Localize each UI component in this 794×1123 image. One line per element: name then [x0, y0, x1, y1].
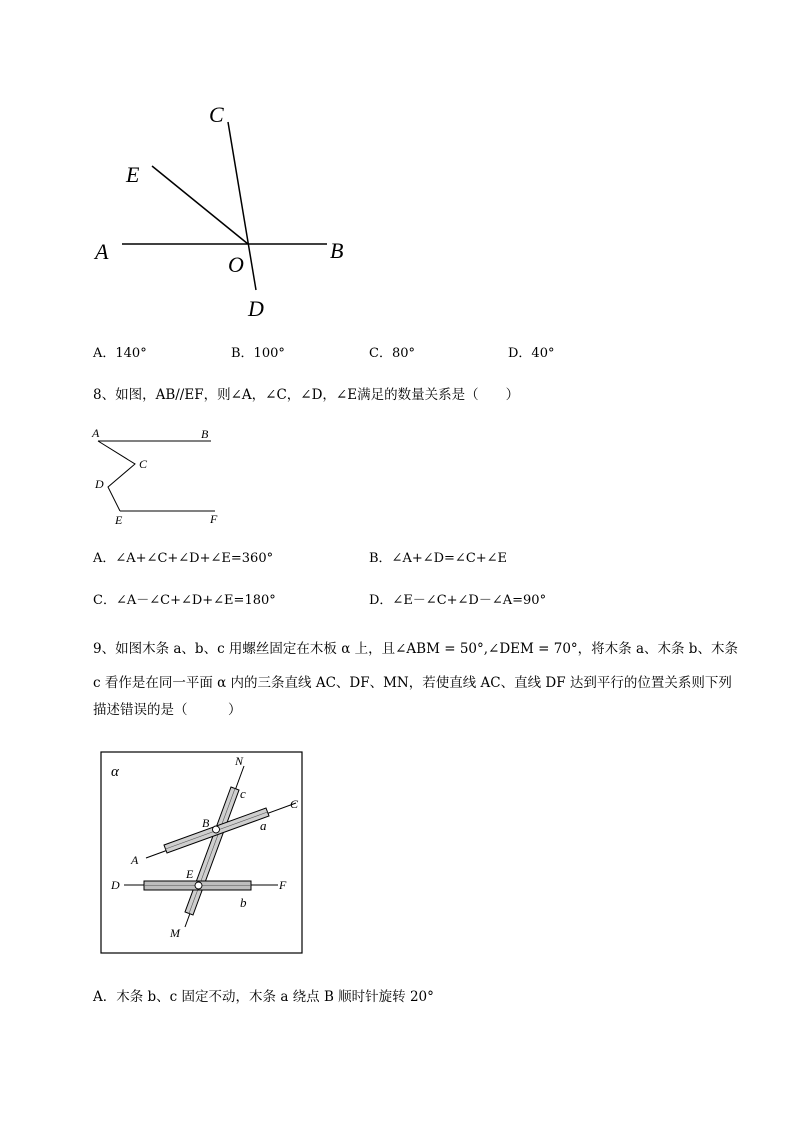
label-a-strip: a	[260, 818, 267, 833]
label-b: B	[330, 238, 344, 263]
figure-angle-lines	[80, 90, 380, 330]
label-c-strip: c	[240, 786, 246, 801]
q9-stem-line3: 描述错误的是（ ）	[93, 702, 242, 718]
label-a-q9: A	[131, 853, 139, 867]
label-e-q8: E	[115, 513, 123, 527]
label-o: O	[228, 252, 244, 277]
q7-option-b: B．100°	[231, 346, 285, 361]
label-a: A	[95, 239, 109, 264]
label-d-q8: D	[95, 477, 104, 491]
label-f-q9: F	[279, 878, 287, 892]
q9-option-a: A．木条 b、c 固定不动，木条 a 绕点 B 顺时针旋转 20°	[93, 989, 434, 1005]
zigzag-acde	[98, 441, 135, 511]
label-alpha: α	[111, 764, 119, 780]
q8-option-b: B．∠A+∠D=∠C+∠E	[369, 551, 508, 566]
label-b-q9: B	[202, 816, 210, 830]
ray-oe	[152, 166, 248, 244]
label-c-q8: C	[139, 457, 148, 471]
label-f-q8: F	[210, 512, 218, 526]
screw-e	[195, 882, 202, 889]
label-e-q9: E	[186, 867, 194, 881]
q8-stem: 8、如图，AB//EF，则∠A，∠C，∠D，∠E满足的数量关系是（ ）	[93, 387, 520, 403]
label-c: C	[209, 102, 224, 127]
label-b-strip: b	[240, 895, 247, 910]
label-b-q8: B	[201, 427, 209, 441]
figure-parallel-zigzag	[88, 424, 228, 532]
q7-option-a: A．140°	[93, 346, 147, 361]
q8-option-d: D．∠E－∠C+∠D－∠A=90°	[369, 593, 547, 608]
label-d-q9: D	[111, 878, 120, 892]
label-n-q9: N	[235, 754, 244, 768]
label-m-q9: M	[170, 926, 180, 940]
q7-option-c: C．80°	[369, 346, 415, 361]
q8-option-a: A．∠A+∠C+∠D+∠E=360°	[93, 551, 274, 566]
screw-b	[213, 826, 220, 833]
label-a-q8: A	[92, 426, 100, 440]
q9-stem-line1: 9、如图木条 a、b、c 用螺丝固定在木板 α 上，且∠ABM = 50°,∠DEM = 70°，将木条 a、木条 b、木条	[93, 641, 738, 657]
label-c-q9: C	[290, 797, 299, 811]
figure-wooden-strips	[100, 750, 304, 955]
label-d: D	[248, 296, 264, 321]
q8-option-c: C．∠A－∠C+∠D+∠E=180°	[93, 593, 276, 608]
q7-option-d: D．40°	[508, 346, 555, 361]
q9-stem-line2: c 看作是在同一平面 α 内的三条直线 AC、DF、MN，若使直线 AC、直线 DF 达到平行的位置关系则下列	[93, 675, 732, 691]
label-e: E	[126, 162, 140, 187]
